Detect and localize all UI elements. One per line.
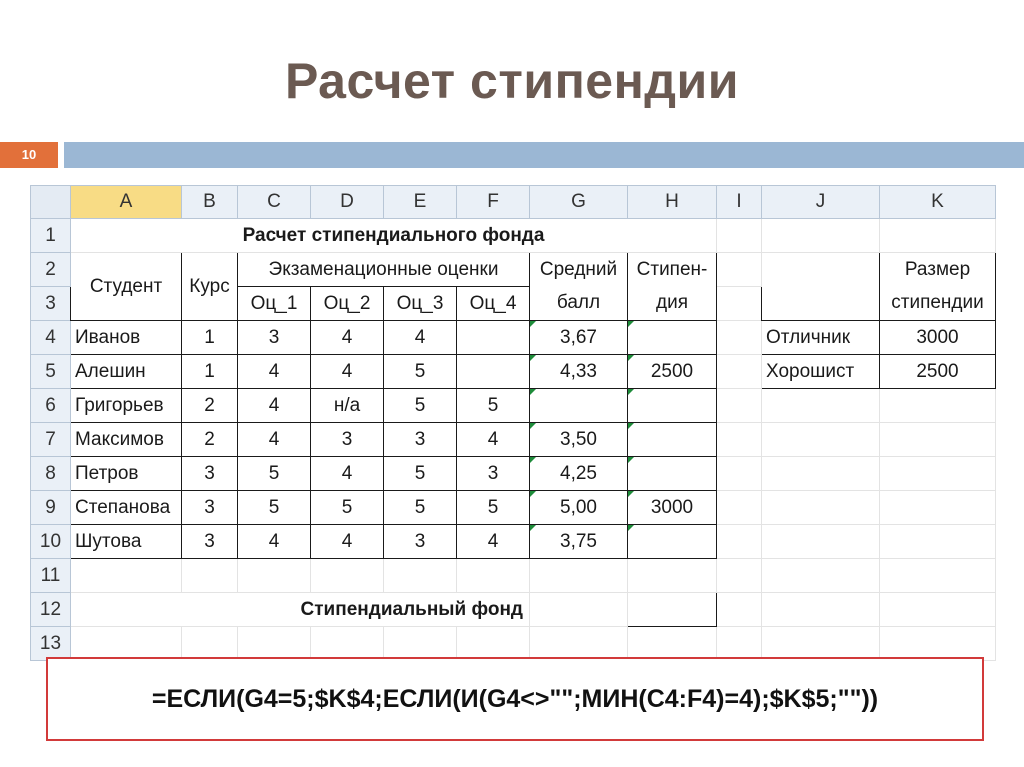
grade-cell[interactable]: 3: [457, 457, 530, 491]
sheet-row: [31, 321, 996, 355]
course-cell[interactable]: 3: [182, 457, 238, 491]
grade-cell[interactable]: [457, 321, 530, 355]
row-header[interactable]: 12: [31, 593, 71, 627]
cell[interactable]: [880, 457, 996, 491]
side-label-cell[interactable]: Отличник: [762, 321, 880, 355]
cell[interactable]: [238, 559, 311, 593]
header-average-bottom[interactable]: балл: [530, 287, 628, 321]
average-cell[interactable]: 4,25: [530, 457, 628, 491]
course-cell[interactable]: 2: [182, 423, 238, 457]
row-header[interactable]: 9: [31, 491, 71, 525]
grade-cell[interactable]: 4: [384, 321, 457, 355]
grade-cell[interactable]: 5: [457, 389, 530, 423]
cell[interactable]: [71, 559, 182, 593]
cell[interactable]: [238, 627, 311, 661]
row-header[interactable]: 6: [31, 389, 71, 423]
stipend-cell[interactable]: 2500: [628, 355, 717, 389]
cell[interactable]: [628, 627, 717, 661]
cell[interactable]: [717, 457, 762, 491]
stipend-cell[interactable]: [628, 321, 717, 355]
cell[interactable]: [762, 389, 880, 423]
header-stipend-bottom[interactable]: дия: [628, 287, 717, 321]
column-header-f[interactable]: F: [457, 186, 530, 219]
cell[interactable]: [717, 287, 762, 321]
column-header-j[interactable]: J: [762, 186, 880, 219]
row-header[interactable]: 7: [31, 423, 71, 457]
fund-label-cell[interactable]: Стипендиальный фонд: [71, 593, 530, 627]
cell[interactable]: [717, 219, 762, 253]
side-label-cell[interactable]: Хорошист: [762, 355, 880, 389]
sheet-row: [31, 627, 996, 661]
cell[interactable]: [762, 219, 880, 253]
grade-cell[interactable]: 4: [311, 457, 384, 491]
cell[interactable]: [762, 491, 880, 525]
cell[interactable]: [182, 559, 238, 593]
cell[interactable]: [311, 627, 384, 661]
row-header[interactable]: 5: [31, 355, 71, 389]
sheet-row: [31, 389, 996, 423]
formula-box: =ЕСЛИ(G4=5;$K$4;ЕСЛИ(И(G4<>"";МИН(C4:F4)=4);$K$5;"")): [46, 657, 984, 741]
row-header[interactable]: 8: [31, 457, 71, 491]
course-cell[interactable]: 1: [182, 321, 238, 355]
cell[interactable]: [717, 627, 762, 661]
side-header-empty[interactable]: [762, 253, 880, 321]
cell[interactable]: [628, 559, 717, 593]
grade-cell[interactable]: [457, 355, 530, 389]
row-header[interactable]: 11: [31, 559, 71, 593]
student-name-cell[interactable]: Григорьев: [71, 389, 182, 423]
student-name-cell[interactable]: Шутова: [71, 525, 182, 559]
cell[interactable]: [880, 389, 996, 423]
sheet-row: [31, 355, 996, 389]
row-header[interactable]: 2: [31, 253, 71, 287]
cell[interactable]: [717, 355, 762, 389]
cell[interactable]: [762, 423, 880, 457]
table-title-cell[interactable]: Расчет стипендиального фонда: [71, 219, 717, 253]
grade-cell[interactable]: 3: [238, 321, 311, 355]
row-header[interactable]: 13: [31, 627, 71, 661]
cell[interactable]: [717, 525, 762, 559]
header-average-top[interactable]: Средний: [530, 253, 628, 287]
average-cell[interactable]: [530, 389, 628, 423]
student-name-cell[interactable]: Алешин: [71, 355, 182, 389]
grade-cell[interactable]: 5: [384, 491, 457, 525]
grade-cell[interactable]: 4: [311, 321, 384, 355]
course-cell[interactable]: 3: [182, 525, 238, 559]
cell[interactable]: [717, 389, 762, 423]
sheet-row: [31, 253, 996, 287]
grade-cell[interactable]: 5: [238, 457, 311, 491]
course-cell[interactable]: 2: [182, 389, 238, 423]
cell[interactable]: [880, 491, 996, 525]
slide-number: 10: [0, 142, 58, 168]
grade-cell[interactable]: 4: [311, 355, 384, 389]
grade-cell[interactable]: 4: [457, 525, 530, 559]
column-header-c[interactable]: C: [238, 186, 311, 219]
spreadsheet: [30, 185, 996, 661]
cell[interactable]: [717, 321, 762, 355]
stipend-cell[interactable]: [628, 457, 717, 491]
cell[interactable]: [530, 559, 628, 593]
average-cell[interactable]: 3,67: [530, 321, 628, 355]
header-grade-2[interactable]: Оц_2: [311, 287, 384, 321]
stipend-cell[interactable]: 3000: [628, 491, 717, 525]
side-value-cell[interactable]: 3000: [880, 321, 996, 355]
sheet-row: [31, 559, 996, 593]
grade-cell[interactable]: 5: [384, 355, 457, 389]
column-header-i[interactable]: I: [717, 186, 762, 219]
grade-cell[interactable]: 4: [311, 525, 384, 559]
cell[interactable]: [762, 593, 880, 627]
stipend-cell[interactable]: [628, 525, 717, 559]
cell[interactable]: [880, 219, 996, 253]
average-cell[interactable]: 3,50: [530, 423, 628, 457]
column-header-d[interactable]: D: [311, 186, 384, 219]
grade-cell[interactable]: н/а: [311, 389, 384, 423]
cell[interactable]: [762, 525, 880, 559]
slide-title: Расчет стипендии: [284, 53, 740, 109]
row-header[interactable]: 3: [31, 287, 71, 321]
column-header-g[interactable]: G: [530, 186, 628, 219]
cell[interactable]: [71, 627, 182, 661]
course-cell[interactable]: 1: [182, 355, 238, 389]
cell[interactable]: [762, 457, 880, 491]
sheet-row: [31, 219, 996, 253]
grade-cell[interactable]: 4: [238, 389, 311, 423]
course-cell[interactable]: 3: [182, 491, 238, 525]
cell[interactable]: [880, 593, 996, 627]
grade-cell[interactable]: 4: [238, 525, 311, 559]
fund-value-cell[interactable]: [628, 593, 717, 627]
sheet-row: [31, 593, 996, 627]
cell[interactable]: [880, 525, 996, 559]
stipend-cell[interactable]: [628, 423, 717, 457]
cell[interactable]: [384, 559, 457, 593]
cell[interactable]: [880, 423, 996, 457]
header-grade-4[interactable]: Оц_4: [457, 287, 530, 321]
grade-cell[interactable]: 4: [457, 423, 530, 457]
average-cell[interactable]: 5,00: [530, 491, 628, 525]
cell[interactable]: [717, 253, 762, 287]
row-header[interactable]: 1: [31, 219, 71, 253]
header-grade-1[interactable]: Оц_1: [238, 287, 311, 321]
side-header-bottom[interactable]: стипендии: [880, 287, 996, 321]
header-grade-3[interactable]: Оц_3: [384, 287, 457, 321]
student-name-cell[interactable]: Иванов: [71, 321, 182, 355]
grade-cell[interactable]: 5: [311, 491, 384, 525]
cell[interactable]: [762, 559, 880, 593]
average-cell[interactable]: 4,33: [530, 355, 628, 389]
column-header-k[interactable]: K: [880, 186, 996, 219]
cell[interactable]: [880, 559, 996, 593]
column-header-row: [31, 186, 996, 219]
cell[interactable]: [384, 627, 457, 661]
select-all-corner[interactable]: [31, 186, 71, 219]
cell[interactable]: [717, 559, 762, 593]
grade-cell[interactable]: 4: [238, 355, 311, 389]
sheet-row: [31, 525, 996, 559]
grade-cell[interactable]: 3: [384, 423, 457, 457]
grade-cell[interactable]: 3: [311, 423, 384, 457]
cell[interactable]: [717, 423, 762, 457]
cell[interactable]: [880, 627, 996, 661]
grade-cell[interactable]: 5: [384, 389, 457, 423]
cell[interactable]: [530, 627, 628, 661]
cell[interactable]: [717, 593, 762, 627]
slide-divider-bar: [64, 142, 1024, 168]
stipend-cell[interactable]: [628, 389, 717, 423]
cell[interactable]: [457, 627, 530, 661]
side-value-cell[interactable]: 2500: [880, 355, 996, 389]
cell[interactable]: [182, 627, 238, 661]
row-header[interactable]: 4: [31, 321, 71, 355]
grade-cell[interactable]: 5: [238, 491, 311, 525]
side-header-top[interactable]: Размер: [880, 253, 996, 287]
header-exams[interactable]: Экзаменационные оценки: [238, 253, 530, 287]
row-header[interactable]: 10: [31, 525, 71, 559]
cell[interactable]: [457, 559, 530, 593]
grade-cell[interactable]: 4: [238, 423, 311, 457]
header-stipend-top[interactable]: Стипен-: [628, 253, 717, 287]
grade-cell[interactable]: 3: [384, 525, 457, 559]
grade-cell[interactable]: 5: [384, 457, 457, 491]
student-name-cell[interactable]: Максимов: [71, 423, 182, 457]
grade-cell[interactable]: 5: [457, 491, 530, 525]
column-header-a[interactable]: A: [71, 186, 182, 219]
sheet-row: [31, 423, 996, 457]
sheet-row: [31, 457, 996, 491]
cell[interactable]: [762, 627, 880, 661]
student-name-cell[interactable]: Степанова: [71, 491, 182, 525]
sheet-row: [31, 491, 996, 525]
student-name-cell[interactable]: Петров: [71, 457, 182, 491]
header-student[interactable]: Студент: [71, 253, 182, 321]
header-course[interactable]: Курс: [182, 253, 238, 321]
column-header-e[interactable]: E: [384, 186, 457, 219]
column-header-h[interactable]: H: [628, 186, 717, 219]
cell[interactable]: [717, 491, 762, 525]
average-cell[interactable]: 3,75: [530, 525, 628, 559]
cell[interactable]: [530, 593, 628, 627]
cell[interactable]: [311, 559, 384, 593]
column-header-b[interactable]: B: [182, 186, 238, 219]
